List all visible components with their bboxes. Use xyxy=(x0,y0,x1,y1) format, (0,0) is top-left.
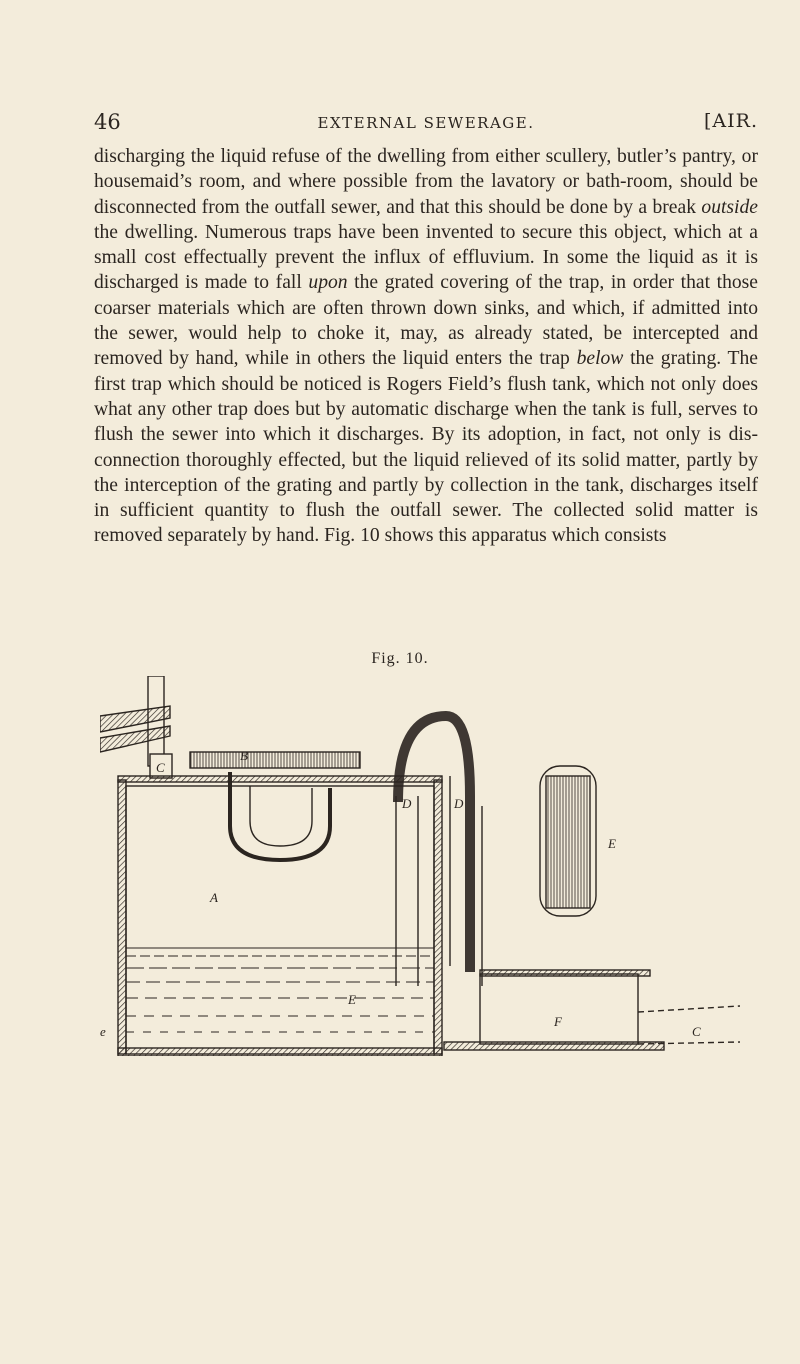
tank-left-wall xyxy=(118,780,126,1054)
cylinder-interior xyxy=(546,776,590,908)
section-mark: [AIR. xyxy=(704,110,758,132)
label-d-left: D xyxy=(402,796,412,811)
grating-b xyxy=(190,752,360,768)
body-text-part: the grated covering of the trap, in order that those coarser materials which are often thrown down sinks, and which, if admitted into the sewer, would help to choke it, may, as already stated, be intercepted and removed by hand, while in others the liquid enters the trap xyxy=(94,272,758,370)
figure-caption: Fig. 10. xyxy=(371,650,429,667)
label-e-small: E xyxy=(348,992,356,1007)
outlet-pipe xyxy=(638,1006,740,1044)
inner-trap xyxy=(230,772,330,860)
chamber-floor xyxy=(444,1042,664,1050)
label-b: B xyxy=(240,748,248,763)
tank-right-wall xyxy=(434,780,442,1054)
label-e-right: E xyxy=(608,836,616,851)
label-c-right: C xyxy=(692,1024,701,1039)
running-head xyxy=(94,106,758,140)
label-e-left: e xyxy=(100,1024,106,1039)
siphon-short-leg xyxy=(396,796,418,986)
flush-tank-figure xyxy=(100,676,790,1056)
body-text-part: the dwelling. Numerous traps have been invented to secure this object, which at a small cost effectually prevent the influx of effluvium. In some the liquid as it is discharged is made to fall xyxy=(94,221,758,294)
body-text-part: the grating. The first trap which should be noticed is Rogers Field’s flush tank, which not only does what any other trap does but by automatic discharge when the tank is full, serves to flush the sewer into which it discharges. By its adoption, in fact, not only is dis- connection thoroughly effected, but the liquid relieved of its solid matter, partly by the interception of the grating and partly by collection in the tank, discharges itself in sufficient quantity to flush the outfall sewer. The collected solid matter is removed separately by hand. Fig. 10 shows this apparatus which consists xyxy=(94,348,759,547)
tank-top xyxy=(118,776,442,782)
emphasis: outside xyxy=(701,196,758,218)
inner-trap-inner xyxy=(250,786,312,846)
chamber-f xyxy=(480,974,638,1044)
body-text-part: discharging the liquid refuse of the dwelling from either scullery, butler’s pantry, or housemaid’s room, and where possible from the lavatory or bath-room, should be disconnected from the outfall sewer, and that this should be done by a break xyxy=(94,146,758,218)
page-number: 46 xyxy=(94,110,121,134)
chamber-top xyxy=(480,970,650,976)
label-a: A xyxy=(210,890,218,905)
tank-a xyxy=(126,786,434,1054)
label-d-right: D xyxy=(454,796,464,811)
running-title: EXTERNAL SEWERAGE. xyxy=(317,114,535,132)
water-level xyxy=(126,948,434,1032)
emphasis: upon xyxy=(308,272,348,294)
label-c-box: C xyxy=(156,760,165,775)
label-f: F xyxy=(554,1014,562,1029)
body-paragraph xyxy=(94,144,758,549)
tank-floor xyxy=(118,1048,442,1056)
emphasis: below xyxy=(576,348,624,370)
